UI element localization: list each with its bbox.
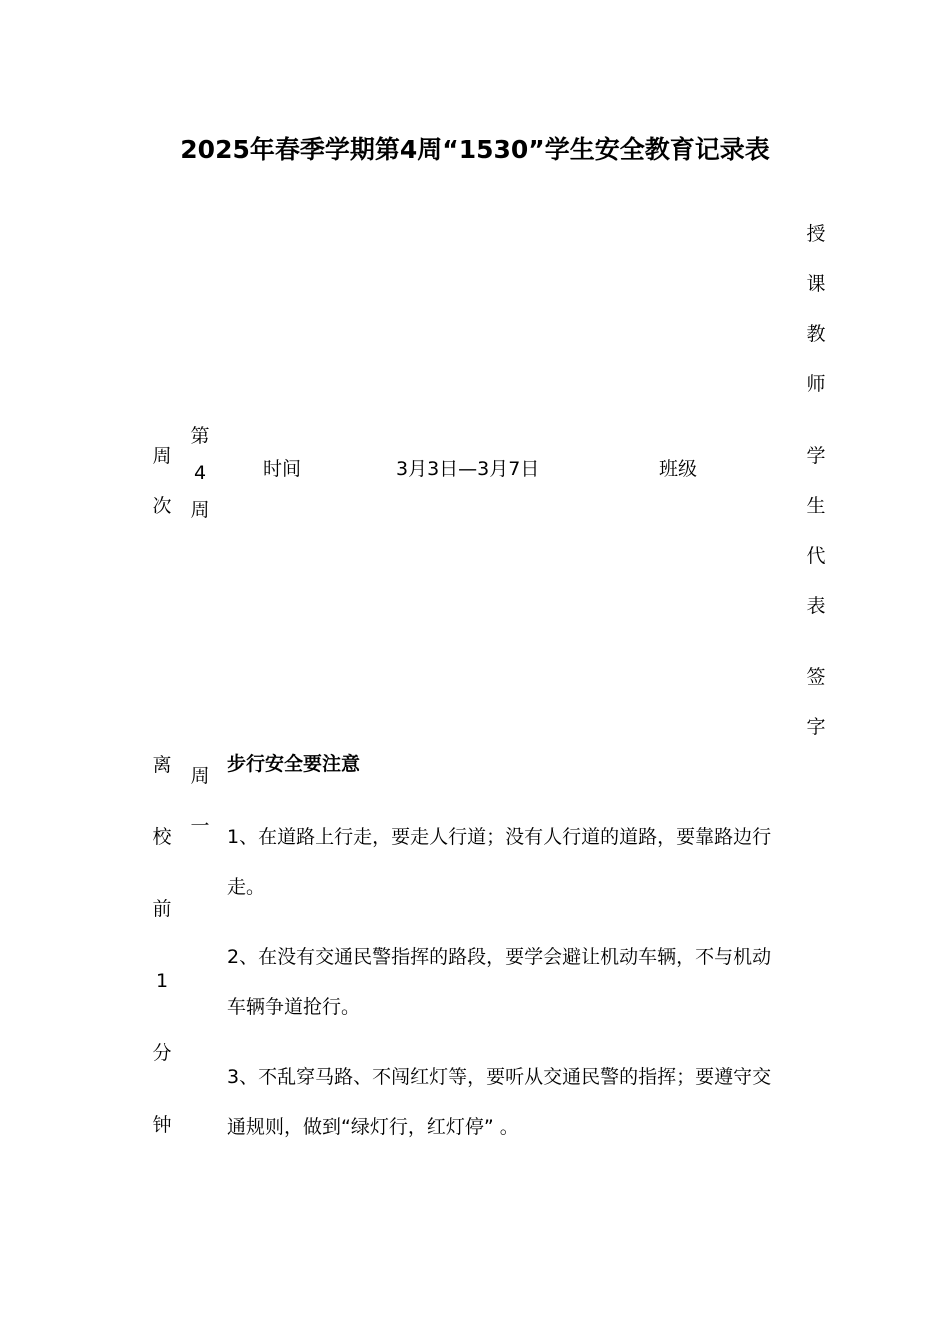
lesson-content (227, 751, 787, 1184)
teacher-label: 授 课 教 师 (806, 223, 826, 395)
time-label: 时间 (263, 458, 302, 480)
week-value: 第 4 周 (190, 425, 210, 521)
departure-time-label: 离 校 前 1 分 钟 (152, 754, 172, 1136)
class-label: 班级 (659, 458, 698, 480)
day-label: 周 一 (190, 765, 210, 837)
lesson-item-3: 3、不乱穿马路、不闯红灯等，要听从交通民警的指挥；要遵守交通规则，做到“绿灯行，红灯停” 。 (227, 1066, 772, 1138)
lesson-item-1: 1、在道路上行走，要走人行道；没有人行道的道路，要靠路边行走。 (227, 826, 772, 898)
time-value: 3月3日—3月7日 (396, 458, 540, 480)
signature-label: 签 字 (806, 666, 826, 738)
week-label: 周 次 (152, 445, 172, 517)
lesson-item-2: 2、在没有交通民警指挥的路段，要学会避让机动车辆，不与机动车辆争道抢行。 (227, 946, 772, 1018)
lesson-heading: 步行安全要注意 (227, 753, 361, 775)
student-rep-label: 学 生 代 表 (806, 445, 826, 617)
page-title: 2025年春季学期第4周“1530”学生安全教育记录表 (180, 135, 770, 164)
